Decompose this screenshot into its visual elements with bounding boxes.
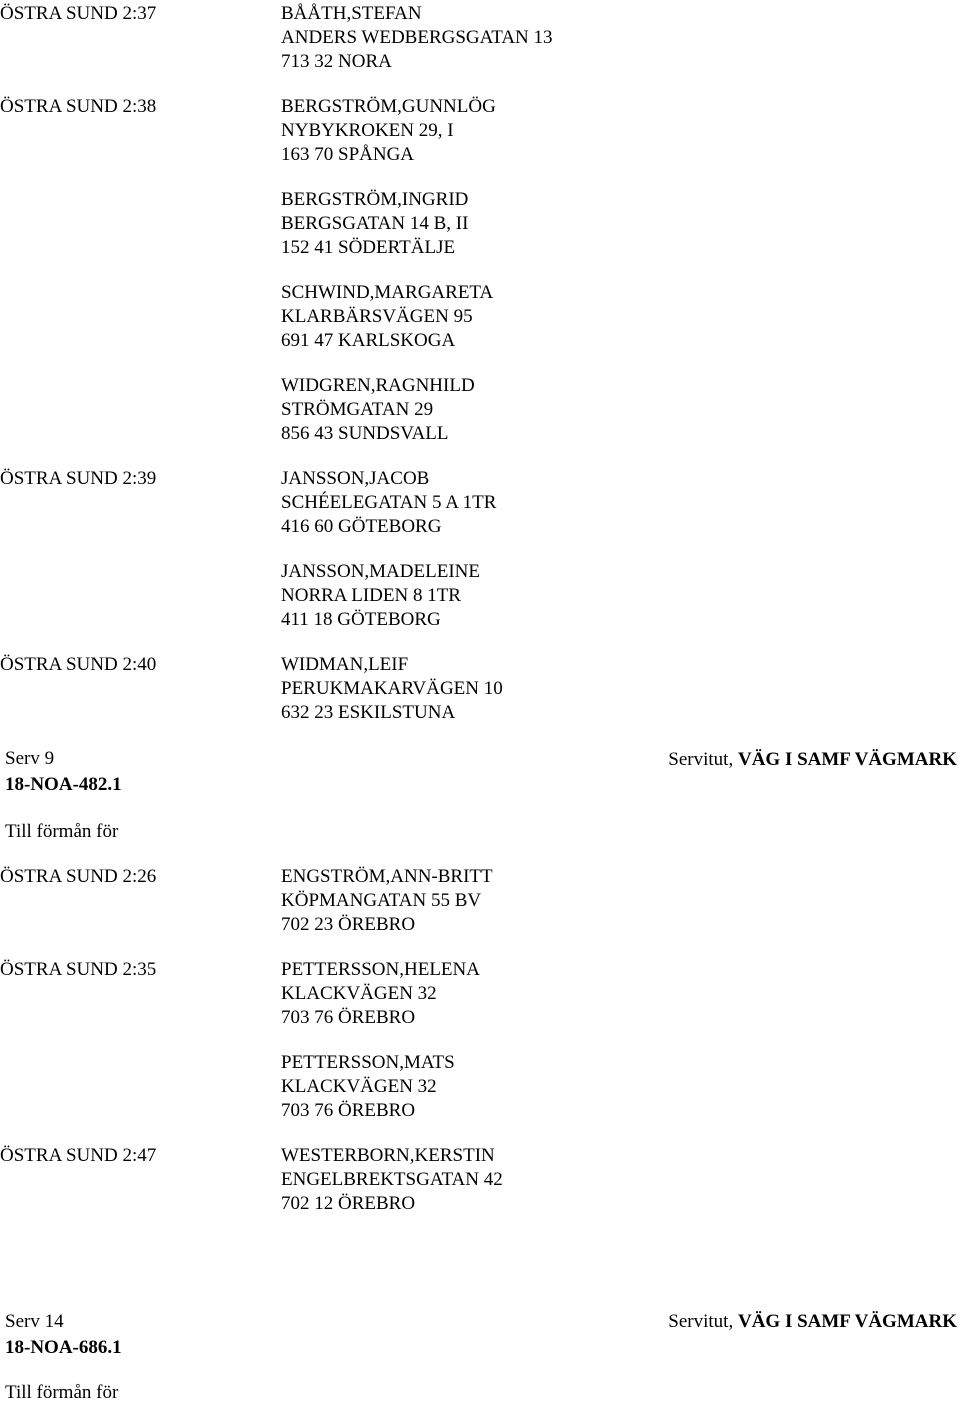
owner-address: KLACKVÄGEN 32 xyxy=(281,983,437,1004)
owner-address: ENGELBREKTSGATAN 42 xyxy=(281,1169,503,1190)
owner-postal: 416 60 GÖTEBORG xyxy=(281,516,442,537)
owner-address: SCHÉELEGATAN 5 A 1TR xyxy=(281,492,497,513)
owner-name: WIDGREN,RAGNHILD xyxy=(281,375,475,396)
owner-entry xyxy=(281,1051,455,1123)
owner-entry xyxy=(281,2,553,74)
owner-entry xyxy=(281,188,468,260)
owner-name: ENGSTRÖM,ANN-BRITT xyxy=(281,866,493,887)
property-ostra-sund-2-47: ÖSTRA SUND 2:47 xyxy=(0,1145,157,1166)
owner-entry xyxy=(281,95,496,167)
servitude-type-main: VÄG I SAMF VÄGMARK xyxy=(737,1311,957,1332)
owner-name: PETTERSSON,HELENA xyxy=(281,959,480,980)
owner-address: KLACKVÄGEN 32 xyxy=(281,1076,437,1097)
servitude-label: Serv 9 xyxy=(5,748,55,769)
servitude-type xyxy=(668,1310,957,1334)
owner-name: BÅÅTH,STEFAN xyxy=(281,3,422,24)
property-ostra-sund-2-26: ÖSTRA SUND 2:26 xyxy=(0,866,157,887)
servitude-reference: 18-NOA-482.1 xyxy=(5,774,122,795)
servitude-type xyxy=(668,748,957,772)
in-favor-of-label: Till förmån för xyxy=(5,1382,119,1403)
owner-name: WIDMAN,LEIF xyxy=(281,654,409,675)
owner-name: SCHWIND,MARGARETA xyxy=(281,282,494,303)
owner-entry xyxy=(281,865,493,937)
owner-postal: 856 43 SUNDSVALL xyxy=(281,423,449,444)
owner-postal: 152 41 SÖDERTÄLJE xyxy=(281,237,456,258)
owner-address: BERGSGATAN 14 B, II xyxy=(281,213,469,234)
owner-postal: 632 23 ESKILSTUNA xyxy=(281,702,456,723)
servitude-type-prefix: Servitut, xyxy=(668,1311,734,1332)
owner-address: NORRA LIDEN 8 1TR xyxy=(281,585,461,606)
owner-address: STRÖMGATAN 29 xyxy=(281,399,434,420)
servitude-type-prefix: Servitut, xyxy=(668,749,734,770)
owner-entry xyxy=(281,1144,503,1216)
owner-entry xyxy=(281,560,480,632)
owner-address: KLARBÄRSVÄGEN 95 xyxy=(281,306,473,327)
servitude-label: Serv 14 xyxy=(5,1311,64,1332)
owner-entry xyxy=(281,958,480,1030)
owner-name: WESTERBORN,KERSTIN xyxy=(281,1145,495,1166)
property-ostra-sund-2-38: ÖSTRA SUND 2:38 xyxy=(0,96,157,117)
owner-postal: 411 18 GÖTEBORG xyxy=(281,609,441,630)
in-favor-of-label: Till förmån för xyxy=(5,821,119,842)
owner-entry xyxy=(281,653,503,725)
owner-name: JANSSON,MADELEINE xyxy=(281,561,480,582)
owner-postal: 702 23 ÖREBRO xyxy=(281,914,416,935)
owner-name: PETTERSSON,MATS xyxy=(281,1052,455,1073)
servitude-type-main: VÄG I SAMF VÄGMARK xyxy=(737,749,957,770)
owner-name: BERGSTRÖM,INGRID xyxy=(281,189,469,210)
owner-postal: 713 32 NORA xyxy=(281,51,392,72)
owner-name: JANSSON,JACOB xyxy=(281,468,430,489)
owner-postal: 691 47 KARLSKOGA xyxy=(281,330,456,351)
owner-name: BERGSTRÖM,GUNNLÖG xyxy=(281,96,496,117)
owner-address: ANDERS WEDBERGSGATAN 13 xyxy=(281,27,553,48)
property-ostra-sund-2-37: ÖSTRA SUND 2:37 xyxy=(0,3,157,24)
owner-postal: 702 12 ÖREBRO xyxy=(281,1193,416,1214)
owner-postal: 163 70 SPÅNGA xyxy=(281,144,415,165)
servitude-header xyxy=(5,747,122,799)
servitude-header xyxy=(5,1310,122,1362)
owner-entry xyxy=(281,467,496,539)
owner-entry xyxy=(281,374,475,446)
servitude-reference: 18-NOA-686.1 xyxy=(5,1337,122,1358)
property-ostra-sund-2-40: ÖSTRA SUND 2:40 xyxy=(0,654,157,675)
owner-address: NYBYKROKEN 29, I xyxy=(281,120,454,141)
property-ostra-sund-2-39: ÖSTRA SUND 2:39 xyxy=(0,468,157,489)
owner-postal: 703 76 ÖREBRO xyxy=(281,1100,416,1121)
property-ostra-sund-2-35: ÖSTRA SUND 2:35 xyxy=(0,959,157,980)
owner-address: KÖPMANGATAN 55 BV xyxy=(281,890,482,911)
owner-address: PERUKMAKARVÄGEN 10 xyxy=(281,678,503,699)
owner-postal: 703 76 ÖREBRO xyxy=(281,1007,416,1028)
owner-entry xyxy=(281,281,493,353)
